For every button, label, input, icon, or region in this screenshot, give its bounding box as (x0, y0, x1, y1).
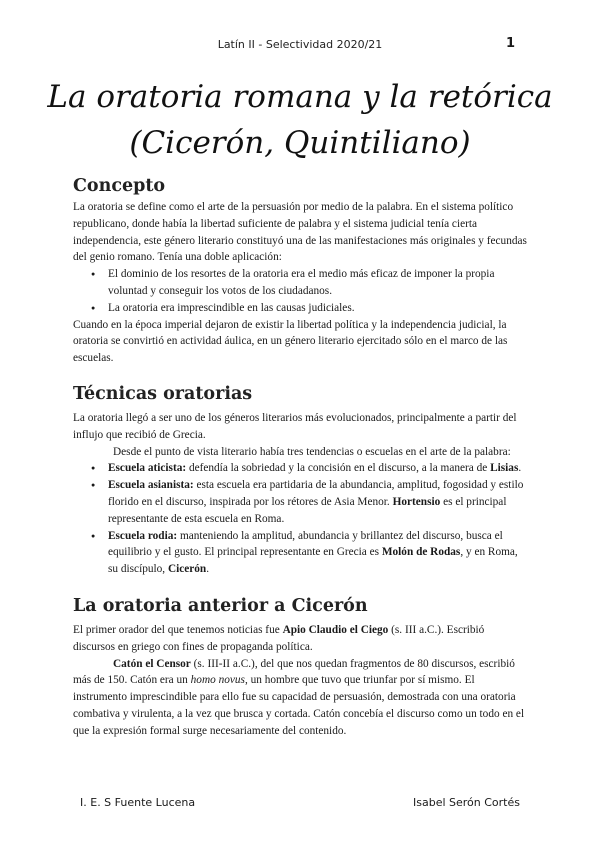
heading-tecnicas: Técnicas oratorias (73, 383, 253, 404)
orator-name: Molón de Rodas (381, 546, 461, 559)
orator-name: Cicerón (167, 563, 207, 576)
anterior-p2 (73, 656, 528, 740)
footer-institution: I. E. S Fuente Lucena (80, 796, 196, 809)
school-text-end: es el principal representante de esta escuela en Roma. (108, 495, 507, 525)
text: , un hombre que tuvo que triunfar por sí mismo. El instrumento imprescindible para ello fue su capacidad de persuasión, demostrada con una oratoria combativa y virulenta, a la vez que brusca y cortada. Catón concebía el discurso como un todo en el que la expresión formal surge necesariamente del contenido. (73, 674, 525, 737)
concepto-intro: La oratoria se define como el arte de la persuasión por medio de la palabra. En el sistema político republicano, donde había la libertad suficiente de palabra y el sistema judicial tenía cierta independencia, este género literario constituyó una de las manifestaciones más originales y fecundas del genio romano. Tenía una doble aplicación: (73, 201, 527, 264)
school-text-end: . (206, 563, 210, 576)
header-course: Latín II - Selectividad 2020/21 (217, 38, 383, 51)
list-item (108, 460, 528, 477)
orator-name: Lisias (490, 462, 519, 475)
escuelas-list (73, 460, 528, 578)
document-title (0, 74, 600, 166)
page-number: 1 (505, 36, 515, 51)
school-text: manteniendo la amplitud, abundancia y brillantez del discurso, busca el equilibrio y el gusto. El principal representante en Grecia es (108, 529, 503, 559)
orator-name: Catón el Censor (113, 657, 191, 670)
latin-term: homo novus (190, 674, 245, 687)
heading-anterior: La oratoria anterior a Cicerón (73, 595, 368, 616)
concepto-closing: Cuando en la época imperial dejaron de existir la libertad política y la independencia judicial, la oratoria se convirtió en actividad áulica, en un género literario ejercitado sólo en el marco de las escuelas. (73, 318, 508, 365)
school-label: Escuela aticista: (108, 462, 187, 475)
heading-concepto: Concepto (73, 176, 166, 196)
tecnicas-p1: La oratoria llegó a ser uno de los géneros literarios más evolucionados, principalmente a partir del influjo que recibió de Grecia. (73, 411, 517, 441)
school-text: defendía la sobriedad y la concisión en el discurso, a la manera de (186, 462, 491, 475)
orator-name: Apio Claudio el Ciego (282, 623, 389, 636)
list-item: ● La oratoria era imprescindible en las causas judiciales. (108, 300, 528, 317)
school-text-mid: , y en Roma, su discípulo, (108, 546, 518, 576)
orator-name: Hortensio (392, 495, 441, 508)
text: (s. III a.C.). Escribió discursos en griego con fines de propaganda política. (73, 623, 485, 653)
school-label: Escuela asianista: (108, 479, 194, 492)
list-item: ● El dominio de los resortes de la oratoria era el medio más eficaz de imponer la propia voluntad y conseguir los votos de los ciudadanos. (108, 266, 528, 300)
footer-author: Isabel Serón Cortés (413, 796, 520, 809)
concepto-list (73, 266, 528, 316)
list-item (108, 528, 528, 578)
title-line-1: La oratoria romana y la retórica (47, 79, 553, 115)
tecnicas-p2: Desde el punto de vista literario había tres tendencias o escuelas en el arte de la palabra: (113, 445, 511, 458)
school-text-end: . (518, 462, 522, 475)
school-label: Escuela rodia: (108, 529, 178, 542)
school-text: esta escuela era partidaria de la abundancia, amplitud, fogosidad y estilo florido en el discurso, inspirada por los rétores de Asia Menor. (108, 479, 524, 508)
text: (s. III-II a.C.), del que nos quedan fragmentos de 80 discursos, escribió más de 150. Catón era un (73, 657, 515, 687)
anterior-p1 (73, 622, 528, 656)
text: El primer orador del que tenemos noticias fue (73, 623, 283, 636)
title-line-2: (Cicerón, Quintiliano) (129, 125, 471, 161)
list-item (108, 477, 528, 527)
content (73, 176, 528, 740)
